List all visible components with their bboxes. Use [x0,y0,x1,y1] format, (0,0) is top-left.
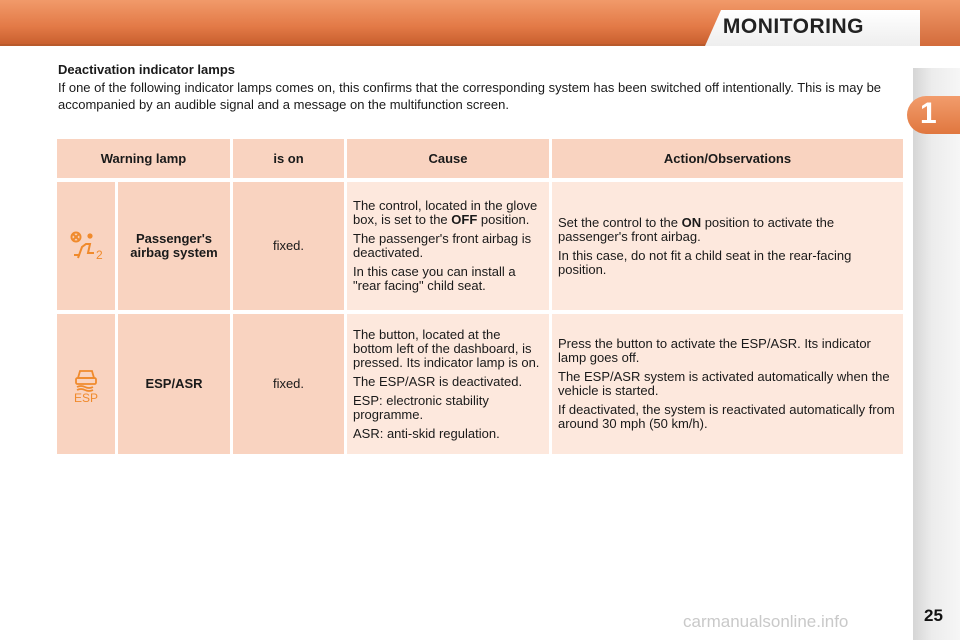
action-paragraph: If deactivated, the system is reactivated automatically from around 30 mph (50 km/h). [558,402,895,431]
table-row-1-icon-cell [57,182,115,310]
chapter-number: 1 [920,97,937,130]
table-row-2-action [552,314,903,454]
svg-text:2: 2 [96,248,103,261]
table-header-cause: Cause [347,139,549,178]
cause-paragraph: The ESP/ASR is deactivated. [353,373,523,389]
table-header-warning-lamp: Warning lamp [57,139,230,178]
table-row-2-cause [347,314,549,454]
airbag-off-icon [68,231,104,261]
side-strip [913,68,960,640]
svg-text:ESP: ESP [73,391,99,404]
table-row-2-state: fixed. [233,314,344,454]
cause-paragraph: ASR: anti-skid regulation. [353,425,500,441]
page-number: 25 [924,606,943,625]
action-paragraph: The ESP/ASR system is activated automatically when the vehicle is started. [558,369,890,398]
table-row-1-state: fixed. [233,182,344,310]
off-keyword: OFF [451,212,478,227]
cause-paragraph: In this case you can install a "rear facing" child seat. [353,264,516,293]
cause-paragraph: The control, located in the glove box, is set to the OFF position. [353,198,538,227]
esp-off-icon [69,364,103,404]
cause-paragraph: The button, located at the bottom left of the dashboard, is pressed. Its indicator lamp is on. [353,326,540,370]
cause-paragraph: The passenger's front airbag is deactivated. [353,231,532,260]
on-keyword: ON [681,214,702,230]
table-header-action: Action/Observations [552,139,903,178]
table-row-2-icon-cell [57,314,115,454]
table-row-2-name: ESP/ASR [118,314,230,454]
table-row-1-action [552,182,903,310]
section-heading: Deactivation indicator lamps [58,62,235,77]
table-row-1-name: Passenger's airbag system [118,182,230,310]
action-paragraph: Set the control to the ON position to activate the passenger's front airbag. [558,214,835,244]
page-title: MONITORING [722,15,864,38]
table-row-1-cause [347,182,549,310]
table-header-is-on: is on [233,139,344,178]
cause-paragraph: ESP: electronic stability programme. [353,392,489,422]
watermark-text: carmanualsonline.info [683,612,849,631]
action-paragraph: In this case, do not fit a child seat in the rear-facing position. [558,247,852,277]
section-intro: If one of the following indicator lamps comes on, this confirms that the corresponding system has been switched off intentionally. This is may be accompanied by an audible signal and a message on the multifunction screen. [58,80,882,112]
action-paragraph: Press the button to activate the ESP/ASR. Its indicator lamp goes off. [558,336,871,365]
header-corner [920,0,960,46]
